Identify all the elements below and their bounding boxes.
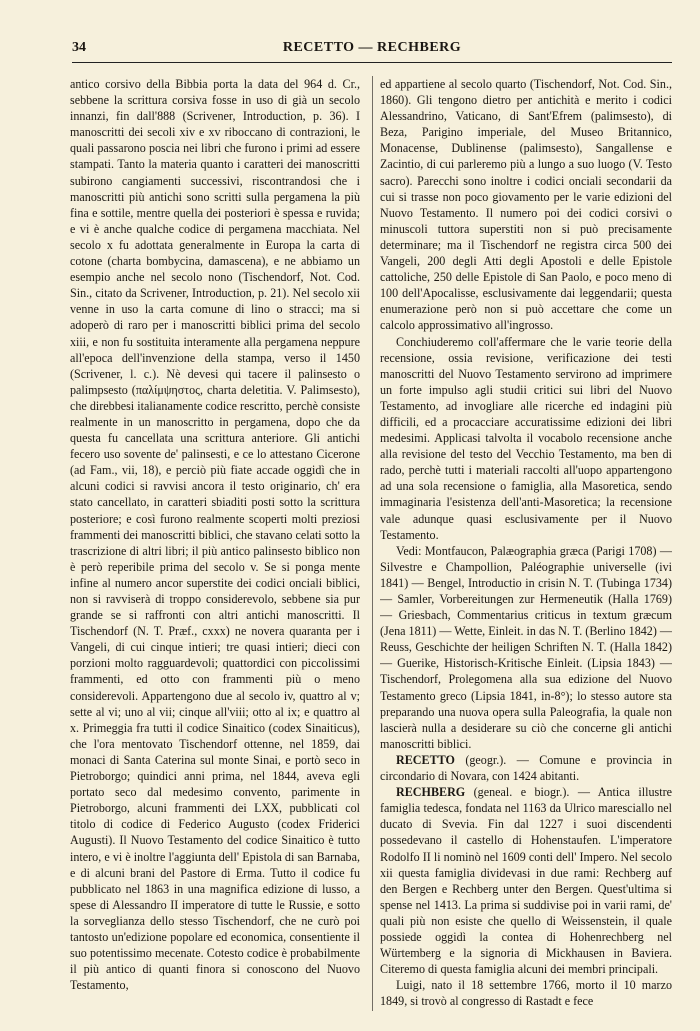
entry-rechberg-headword: RECHBERG bbox=[396, 785, 466, 800]
page-header bbox=[72, 40, 672, 63]
page-number: 34 bbox=[72, 40, 86, 55]
right-paragraph-1: ed appartiene al secolo quarto (Tischendorf, Not. Cod. Sin., 1860). Gli tengono dietro per antichità e merito i codici Alessandrino, Vaticano, di Sant'Efrem (palimsesto), di Beza, Parigino imperiale, del Museo Britannico, Monacense, Dublinense (palimsesto), Sangallense e Zacintio, di cui parleremo più a lungo a suo luogo (V. Testo sacro). Parecchi sono inoltre i codici onciali secondarii da cui si trasse non poco giovamento per le varie edizioni del Nuovo Testamento. Il numero poi dei codici corsivi o minuscoli tuttora superstiti non si può precisamente determinare; ma il Tischendorf ne registra circa 500 dei Vangeli, 200 degli Atti degli Apostoli e delle Epistole cattoliche, 250 delle Epistole di San Paolo, e poco meno di 100 dell'Apocalisse, esclusivamente dai leggendarii; questa enumerazione però non si può accettare che come un calcolo approssimativo all'ingrosso. bbox=[380, 77, 672, 333]
left-column bbox=[70, 76, 360, 1011]
entry-recetto-headword: RECETTO bbox=[396, 752, 455, 767]
entry-recetto-body: (geogr.). — Comune e provincia in circondario di Novara, con 1424 abitanti. bbox=[380, 752, 672, 784]
running-title: RECETTO — RECHBERG bbox=[282, 40, 462, 55]
bibliography-paragraph: Vedi: Montfaucon, Palæographia græca (Parigi 1708) — Silvestre e Champollion, Paléographie universelle (ivi 1841) — Bengel, Introductio in crisin N. T. (Tubinga 1734) — Samler, Vorbereitungen zur Hermeneutik (Halla 1769) — Griesbach, Commentarius criticus in textum græcum (Jena 1811) — Wette, Einleit. in das N. T. (Berlino 1842) — Reuss, Geschichte der heiligen Schriften N. T. (Halla 1842) — Guerike, Historisch-Kritische Einleit. (Lipsia 1843) — Tischendorf, Prolegomena alla sua edizione del Nuovo Testamento greco (Lipsia 1841, in-8°); lo stesso autore sta preparando una nuova opera sulla Paleografia, la quale non lascierà nulla a desiderare su ciò che concerne gli antichi manoscritti biblici. bbox=[380, 543, 672, 751]
entry-rechberg-body: (geneal. e biogr.). — Antica illustre famiglia tedesca, fondata nel 1163 da Ulrico maresciallo nel ducato di Svevia. Fin dal 1227 i suoi discendenti possedevano il castello di Hohenstaufen. L'imperatore Rodolfo II li nominò nel 1609 conti dell' Impero. Nel secolo xii questa famiglia dividevasi in due rami: Rechberg auf den Bergen e Rechberg unter den Bergen. Quest'ultima si spense nel 1413. La prima si suddivise poi in varii rami, de' quali più non esiste che quello di Weissenstein, il quale possiede oggidì la contea di Hohenrechberg nel Würtemberg e la signoria di Mickhausen in Baviera. Citeremo di questa famiglia alcuni dei membri principali. bbox=[380, 785, 672, 977]
column-divider bbox=[372, 76, 373, 1011]
entry-recetto bbox=[380, 752, 672, 784]
entry-rechberg bbox=[380, 784, 672, 977]
entry-luigi-paragraph: Luigi, nato il 18 settembre 1766, morto il 10 marzo 1849, si trovò al congresso di Rastadt e fece bbox=[380, 978, 672, 1009]
left-paragraph-1: antico corsivo della Bibbia porta la data del 964 d. Cr., sebbene la scrittura corsiva fosse in uso di già un secolo innanzi, fin dall'888 (Scrivener, Introduction, p. 36). I manoscritti dei secoli xiv e xv riboccano di contrazioni, le quali passarono poscia nei libri che furono i primi ad essere stampati. Tanto la materia quanto i caratteri dei manoscritti subirono cangiamenti successivi, riscontrandosi che i manoscritti più antichi sono scritti sulla pergamena la più fina e sottile, mentre quella dei posteriori è spessa e ruvida; e vi è anche qualche codice di pergamena macchiata. Nel secolo x fu adottata generalmente in Europa la carta di cotone (charta bombycina, damascena), e ne abbiamo un esempio anche nel secolo nono (Tischendorf, Not. Cod. Sin., citato da Scrivener, Introduction, p. 21). Nel secolo xii venne in uso la carta comune di lino o stracci; ma si adoperò di raro per i manoscritti biblici prima del secolo xiii, e non fu sostituita interamente alla pergamena neppure all'epoca dell'invenzione della stampa, verso il 1450 (Scrivener, l. c.). Nè devesi qui tacere il palinsesto o palimpsesto (παλίμψηστος, charta deletitia. V. Palimsesto), che direbbesi italianamente codice rescritto, perchè consiste realmente in un manoscritto in pergamena, dopo che da questa fu cancellata una scrittura anteriore. Gli antichi fecero uso sovente de' palinsesti, e ce lo attestano Cicerone (ad Fam., vii, 18), e perciò più fiate accade oggidì che in alcuni codici si ravvisi ancora il testo originario, ch' era stato cancellato, in caratteri sbiaditi posti sotto la scrittura posteriore; e così furono realmente scoperti molti preziosi frammenti dei manoscritti biblici, che stavano celati sotto la trascrizione di altri libri; il più antico palinsesto biblico non è però reperibile prima del secolo v. Se si ponga mente infine al numero ancor superstite dei codici onciali biblici, non si ravviserà di troppo considerevolo, sebbene sia pur grande se si raffronti con altri antichi manoscritti. Il Tischendorf (N. T. Præf., cxxx) ne novera quaranta per i Vangeli, di cui cinque intieri; tre quasi intieri; dieci con porzioni molto ragguardevoli; quattordici con piccolissimi frammenti, ed otto con frammenti più o meno considerevoli. Appartengono due al secolo iv, quattro al v; sette al vi; uno al vii; cinque all'viii; otto al ix; e quattro al x. Primeggia fra tutti il codice Sinaitico (codex Sinaiticus), che l'ora mentovato Tischendorf ottenne, nel 1859, dai monaci di Santa Caterina sul monte Sinai, e portò seco in Pietroborgo; quindici anni prima, nel 1844, aveva egli portato seco dal medesimo convento, parimente in Pietroborgo, alcuni frammenti dei LXX, pubblicati col titolo di codice di Federico Augusto (codex Friderici Augusti). Il Nuovo Testamento del codice Sinaitico è tutto intero, e vi è inoltre l'aggiunta dell' Epistola di san Barnaba, e di alcuni brani del Pastore di Erma. Tutto il codice fu pubblicato nel 1863 in una magnifica edizione di lusso, a spese di Alessandro II imperatore di tutte le Russie, e sotto la sorveglianza dello stesso Tischendorf, che ne curò poi tantosto un'edizione popolare ed economica, consentiente il suo potentissimo mecenate. Cotesto codice è probabilmente il più antico di quanti finora si conoscono del Nuovo Testamento, bbox=[70, 77, 360, 993]
right-column bbox=[380, 76, 672, 1011]
right-paragraph-2: Conchiuderemo coll'affermare che le varie teorie della recensione, ossia revisione, verificazione dei testi manoscritti del Nuovo Testamento servirono ad imprimere un forte impulso agli studii critici sui libri del Nuovo Testamento, ad invogliare alle ricerche ed indagini più difficili, ed a procacciare accuratissime edizioni dei libri medesimi. Applicasi talvolta il vocabolo recensione anche alla revisione del testo del Vecchio Testamento, ma ben di rado, perchè tutti i materiali raccolti all'uopo appartengono ad una sola recensione o famiglia, alla Masoretica, sendo immaginaria l'esistenza dell'anti-Masoretica; la recensione vale adunque quasi esclusivamente per il Nuovo Testamento. bbox=[380, 334, 672, 542]
